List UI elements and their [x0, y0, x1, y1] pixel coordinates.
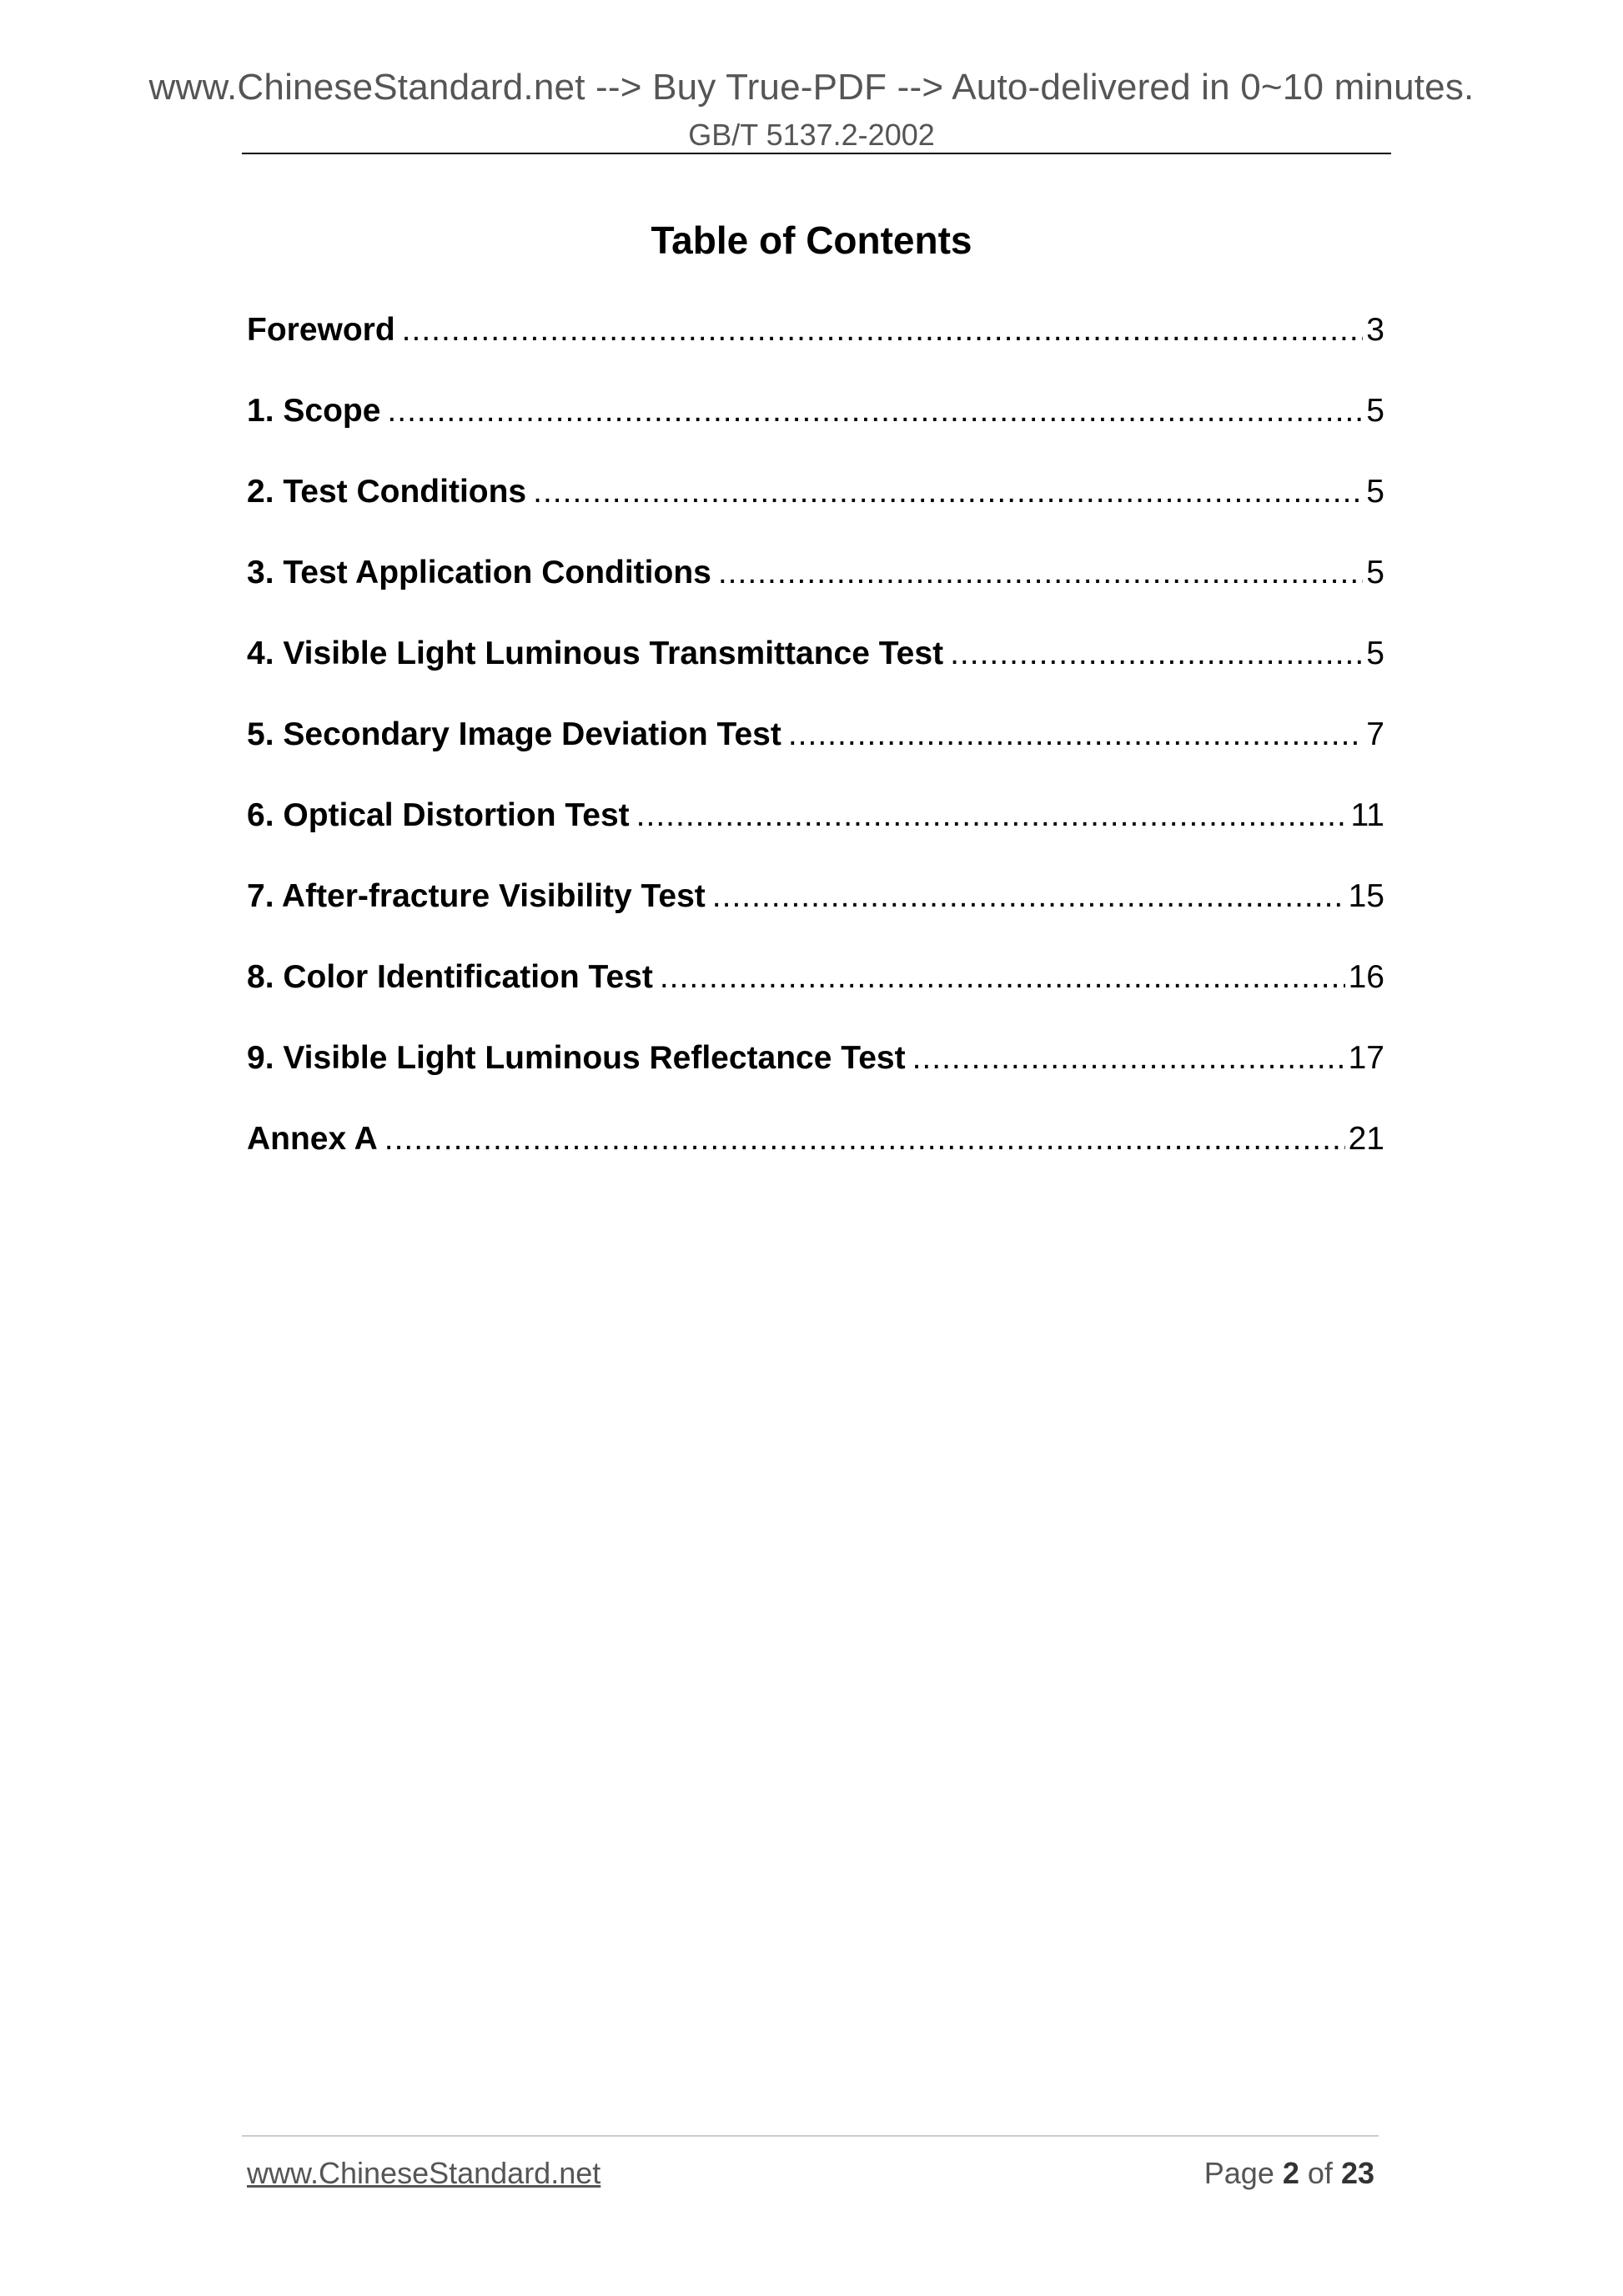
toc-entry-label: 1. Scope [247, 393, 381, 429]
toc-leader-dots [402, 310, 1364, 350]
toc-entry-optical-distortion-test[interactable] [247, 796, 1384, 877]
toc-entry-annex-a[interactable] [247, 1119, 1384, 1200]
toc-entry-label: 5. Secondary Image Deviation Test [247, 716, 781, 752]
toc-entry-test-application-conditions[interactable] [247, 553, 1384, 634]
toc-entry-transmittance-test[interactable] [247, 634, 1384, 715]
toc-entry-page: 17 [1348, 1040, 1384, 1076]
toc-leader-dots [384, 1119, 1345, 1159]
toc-entry-scope[interactable] [247, 391, 1384, 472]
toc-entry-label: Annex A [247, 1121, 378, 1157]
toc-list [247, 310, 1384, 1200]
toc-leader-dots [660, 957, 1345, 997]
footer-site-link[interactable]: www.ChineseStandard.net [247, 2156, 601, 2190]
toc-entry-page: 5 [1366, 636, 1384, 671]
toc-leader-dots [636, 796, 1348, 836]
page-number [1204, 2156, 1374, 2191]
toc-leader-dots [533, 472, 1363, 512]
footer-divider [242, 2135, 1379, 2137]
toc-entry-page: 5 [1366, 393, 1384, 429]
page-of: of [1307, 2156, 1333, 2190]
toc-entry-page: 15 [1348, 878, 1384, 914]
toc-entry-test-conditions[interactable] [247, 472, 1384, 553]
toc-leader-dots [387, 391, 1363, 431]
toc-entry-label: 9. Visible Light Luminous Reflectance Test [247, 1040, 906, 1076]
toc-leader-dots [718, 553, 1363, 593]
toc-entry-label: 2. Test Conditions [247, 474, 527, 510]
toc-entry-label: 3. Test Application Conditions [247, 555, 711, 590]
toc-entry-secondary-image-test[interactable] [247, 715, 1384, 796]
toc-entry-page: 5 [1366, 474, 1384, 510]
page-total: 23 [1340, 2156, 1374, 2190]
toc-entry-label: 6. Optical Distortion Test [247, 797, 630, 833]
toc-entry-page: 11 [1350, 797, 1384, 833]
toc-entry-page: 7 [1366, 716, 1384, 752]
header-banner: www.ChineseStandard.net --> Buy True-PDF --> Auto-delivered in 0~10 minutes. [148, 67, 1475, 108]
toc-entry-label: 7. After-fracture Visibility Test [247, 878, 706, 914]
toc-leader-dots [788, 715, 1363, 755]
toc-title: Table of Contents [651, 219, 972, 262]
toc-entry-after-fracture-test[interactable] [247, 877, 1384, 957]
toc-entry-page: 5 [1366, 555, 1384, 590]
toc-entry-foreword[interactable] [247, 310, 1384, 391]
header-divider [242, 153, 1391, 154]
toc-entry-label: Foreword [247, 312, 395, 348]
toc-entry-reflectance-test[interactable] [247, 1038, 1384, 1119]
page-prefix: Page [1203, 2156, 1274, 2190]
toc-entry-label: 4. Visible Light Luminous Transmittance Test [247, 636, 944, 671]
page-current: 2 [1282, 2156, 1299, 2190]
toc-entry-color-identification-test[interactable] [247, 957, 1384, 1038]
standard-code: GB/T 5137.2-2002 [688, 118, 935, 152]
toc-entry-page: 3 [1366, 312, 1384, 348]
toc-entry-page: 16 [1348, 959, 1384, 995]
toc-leader-dots [950, 634, 1363, 674]
toc-leader-dots [912, 1038, 1345, 1078]
toc-leader-dots [712, 877, 1345, 917]
toc-entry-page: 21 [1348, 1121, 1384, 1157]
toc-entry-label: 8. Color Identification Test [247, 959, 653, 995]
